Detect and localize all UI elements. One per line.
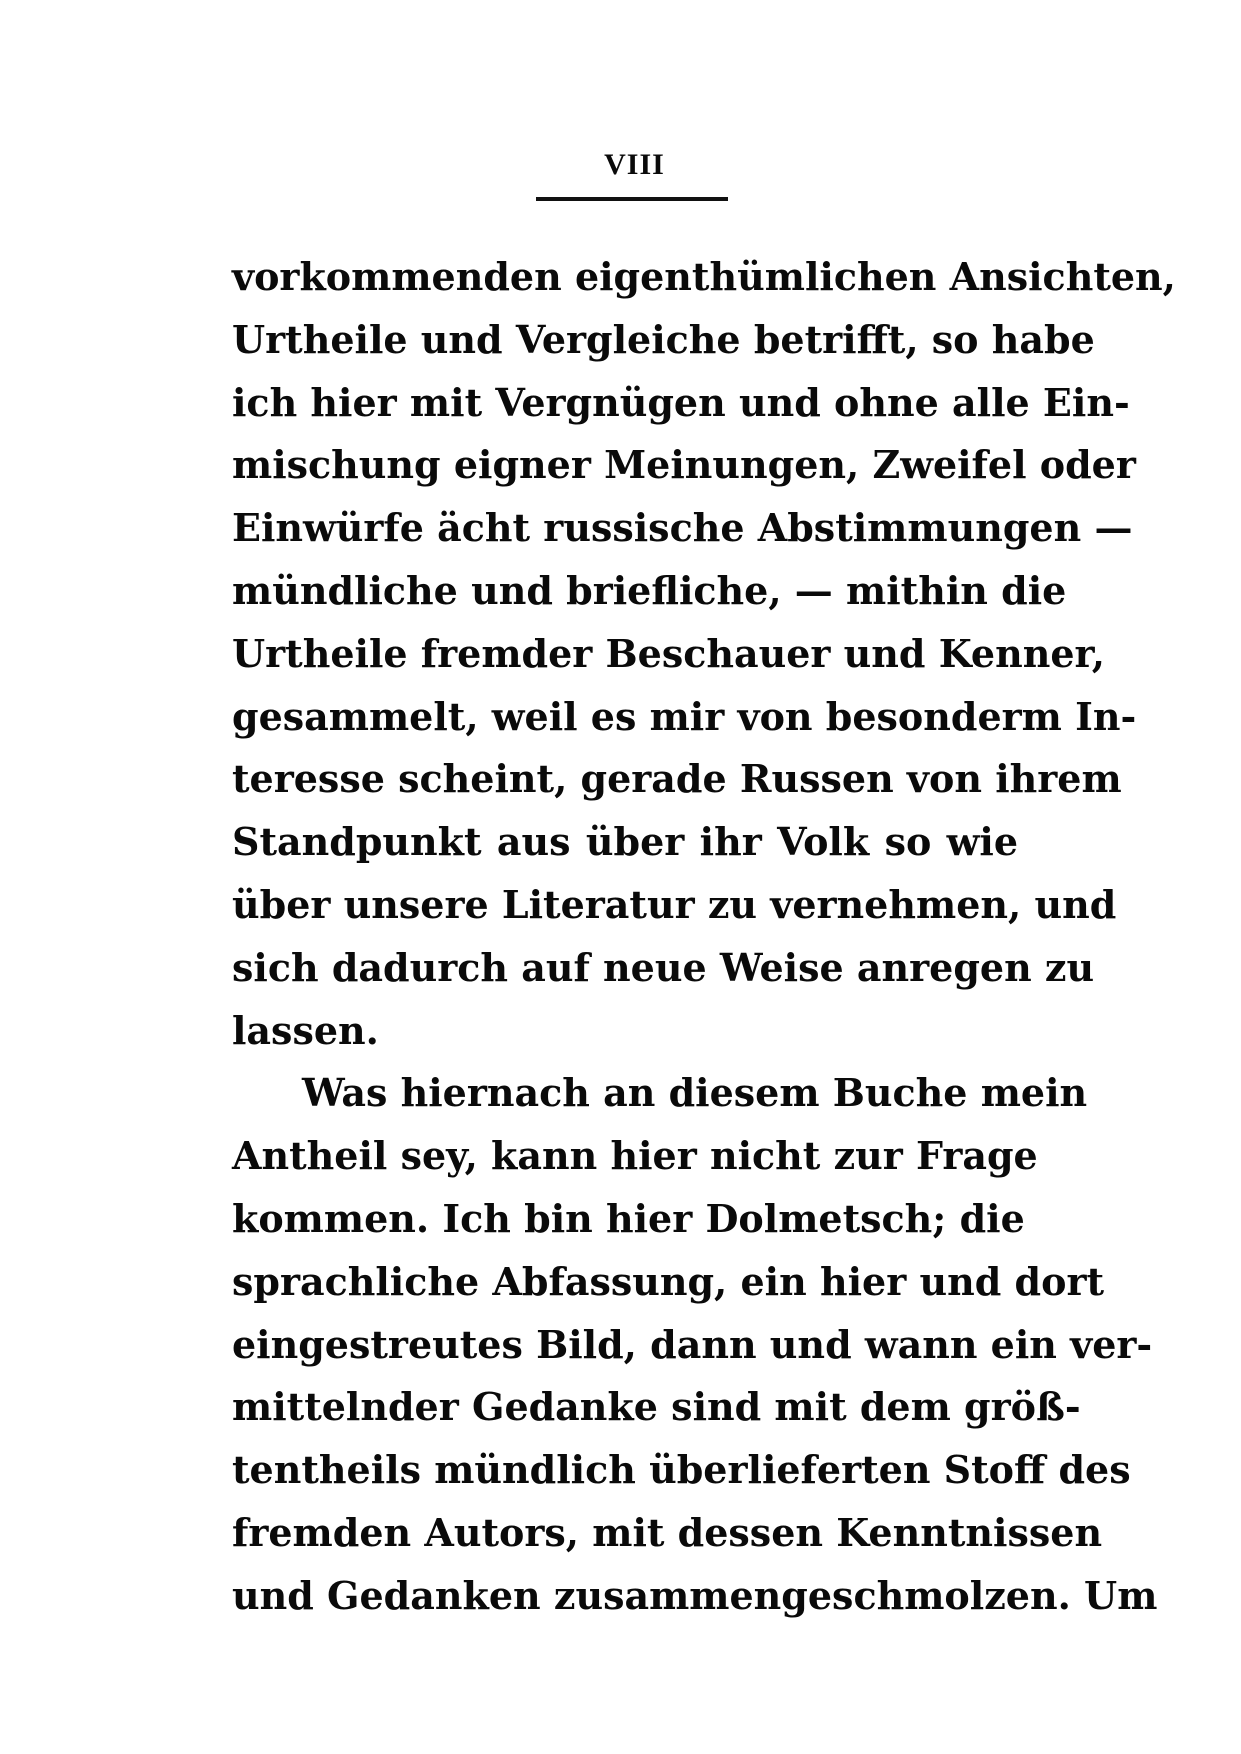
text-line: mischung eigner Meinungen, Zweifel oder (232, 442, 1136, 488)
text-line: eingestreutes Bild, dann und wann ein ver- (232, 1321, 1153, 1367)
page-number: VIII (604, 148, 665, 181)
text-line: und Gedanken zusammengeschmolzen. Um (232, 1572, 1158, 1618)
text-line: ich hier mit Vergnügen und ohne alle Ein- (232, 379, 1130, 425)
text-line: mündliche und briefliche, — mithin die (232, 567, 1067, 613)
text-line: sich dadurch auf neue Weise anregen zu (232, 944, 1095, 990)
paragraph-2 (232, 1062, 1158, 1627)
text-line: Antheil sey, kann hier nicht zur Frage (232, 1133, 1038, 1179)
text-line: Einwürfe ächt russische Abstimmungen — (232, 505, 1133, 551)
text-line: tentheils mündlich überlieferten Stoff des (232, 1447, 1131, 1493)
text-line: teresse scheint, gerade Russen von ihrem (232, 756, 1122, 802)
text-line: sprachliche Abfassung, ein hier und dort (232, 1258, 1105, 1304)
text-line: Standpunkt aus über ihr Volk so wie (232, 819, 1018, 865)
text-line: lassen. (232, 1007, 379, 1053)
text-line: kommen. Ich bin hier Dolmetsch; die (232, 1195, 1025, 1241)
text-line: Urtheile fremder Beschauer und Kenner, (232, 630, 1106, 676)
text-line: gesammelt, weil es mir von besonderm In- (232, 693, 1137, 739)
paragraph-1 (232, 246, 1176, 1062)
text-line: über unsere Literatur zu vernehmen, und (232, 881, 1117, 927)
text-line: fremden Autors, mit dessen Kenntnissen (232, 1509, 1103, 1555)
text-line: Was hiernach an diesem Buche mein (302, 1070, 1088, 1116)
body-text (232, 246, 1176, 1628)
header-rule (536, 197, 728, 201)
text-line: Urtheile und Vergleiche betrifft, so habe (232, 316, 1095, 362)
text-line: mittelnder Gedanke sind mit dem größ- (232, 1384, 1081, 1430)
text-line: vorkommenden eigenthümlichen Ansichten, (232, 254, 1176, 299)
